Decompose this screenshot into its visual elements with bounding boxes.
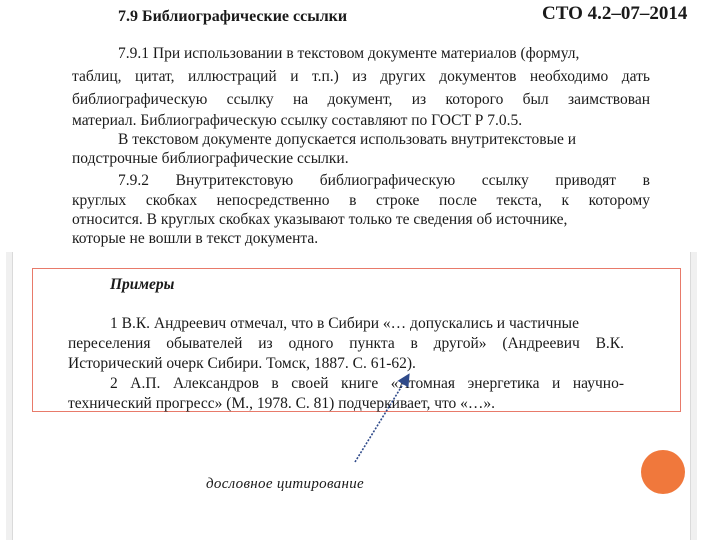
example-line: 2 А.П. Александров в своей книге «Атомная энергетика и научно-	[110, 375, 624, 392]
section-title: 7.9 Библиографические ссылки	[118, 8, 348, 25]
body-line: библиографическую ссылку на документ, из которого был заимствован	[72, 91, 650, 108]
example-line: переселения обывателей из одного пункта в другой» (Андреевич В.К.	[68, 335, 624, 352]
body-line: круглых скобках непосредственно в строке после текста, к которому	[72, 192, 650, 209]
body-line: относится. В круглых скобках указывают только те сведения об источнике,	[72, 211, 568, 228]
annotation-caption: дословное цитирование	[206, 476, 364, 492]
body-line: материал. Библиографическую ссылку составляют по ГОСТ Р 7.0.5.	[72, 112, 523, 129]
document-code: СТО 4.2–07–2014	[542, 3, 688, 24]
body-line: подстрочные библиографические ссылки.	[72, 150, 349, 167]
examples-title: Примеры	[110, 276, 175, 293]
example-line: 1 В.К. Андреевич отмечал, что в Сибири «… допускались и частичные	[110, 315, 579, 332]
body-line: 7.9.1 При использовании в текстовом документе материалов (формул,	[118, 45, 580, 62]
decorative-circle	[641, 450, 685, 494]
body-line: которые не вошли в текст документа.	[72, 230, 319, 247]
body-line: таблиц, цитат, иллюстраций и т.п.) из других документов необходимо дать	[72, 68, 650, 85]
example-line: технический прогресс» (М., 1978. С. 81) подчеркивает, что «…».	[68, 395, 496, 412]
body-line: В текстовом документе допускается использовать внутритекстовые и	[118, 131, 577, 148]
body-line: 7.9.2 Внутритекстовую библиографическую ссылку приводят в	[118, 172, 650, 189]
example-line: Исторический очерк Сибири. Томск, 1887. С. 61-62).	[68, 355, 416, 372]
